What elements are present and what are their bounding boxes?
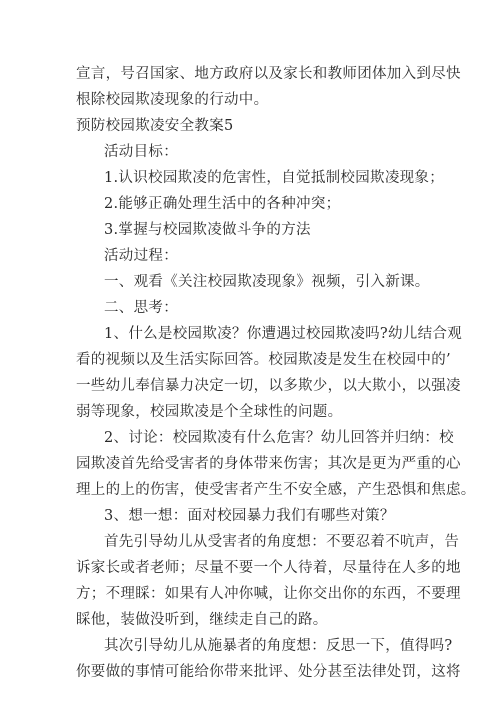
activity-process-heading: 活动过程： — [104, 248, 178, 264]
text-line: 根除校园欺凌现象的行动中。 — [76, 92, 269, 108]
goal-item: 1.认识校园欺凌的危害性，自觉抵制校园欺凌现象； — [104, 170, 445, 186]
section-heading: 预防校园欺凌安全教案5 — [76, 118, 234, 134]
goal-item: 2.能够正确处理生活中的各种冲突； — [104, 196, 341, 212]
paragraph-line: 方；不理睬：如果有人冲你喊，让你交出你的东西，不要理 — [76, 586, 461, 602]
paragraph-line: 其次引导幼儿从施暴者的角度想：反思一下，值得吗? — [104, 638, 453, 654]
paragraph-line: 1、什么是校园欺凌？你遭遇过校园欺凌吗?幼儿结合观 — [104, 326, 462, 342]
paragraph-line: 3、想一想：面对校园暴力我们有哪些对策？ — [104, 508, 395, 524]
paragraph-line: 睬他，装做没听到，继续走自己的路。 — [76, 612, 328, 628]
paragraph-line: 园欺凌首先给受害者的身体带来伤害；其次是更为严重的心 — [76, 456, 461, 472]
paragraph-line: 2、讨论：校园欺凌有什么危害？幼儿回答并归纳：校 — [104, 430, 454, 446]
paragraph-line: 你要做的事情可能给你带来批评、处分甚至法律处罚，这将 — [76, 664, 461, 680]
paragraph-line: 诉家长或者老师；尽量不要一个人待着，尽量待在人多的地 — [76, 560, 461, 576]
paragraph-line: 首先引导幼儿从受害者的角度想：不要忍着不吭声，告 — [104, 534, 460, 550]
goal-item: 3.掌握与校园欺凌做斗争的方法 — [104, 222, 311, 238]
activity-goals-heading: 活动目标： — [104, 144, 178, 160]
paragraph-line: 一些幼儿奉信暴力决定一切，以多欺少，以大欺小，以强凌 — [76, 378, 461, 394]
step-heading: 一、观看《关注校园欺凌现象》视频，引入新课。 — [104, 274, 430, 290]
text-line: 宣言，号召国家、地方政府以及家长和教师团体加入到尽快 — [76, 66, 461, 82]
step-heading: 二、思考： — [104, 300, 178, 316]
paragraph-line: 弱等现象，校园欺凌是个全球性的问题。 — [76, 404, 343, 420]
paragraph-line: 看的视频以及生活实际回答。校园欺凌是发生在校园中的’ — [76, 352, 451, 368]
paragraph-line: 理上的上的伤害，使受害者产生不安全感，产生恐惧和焦虑。 — [76, 482, 476, 498]
